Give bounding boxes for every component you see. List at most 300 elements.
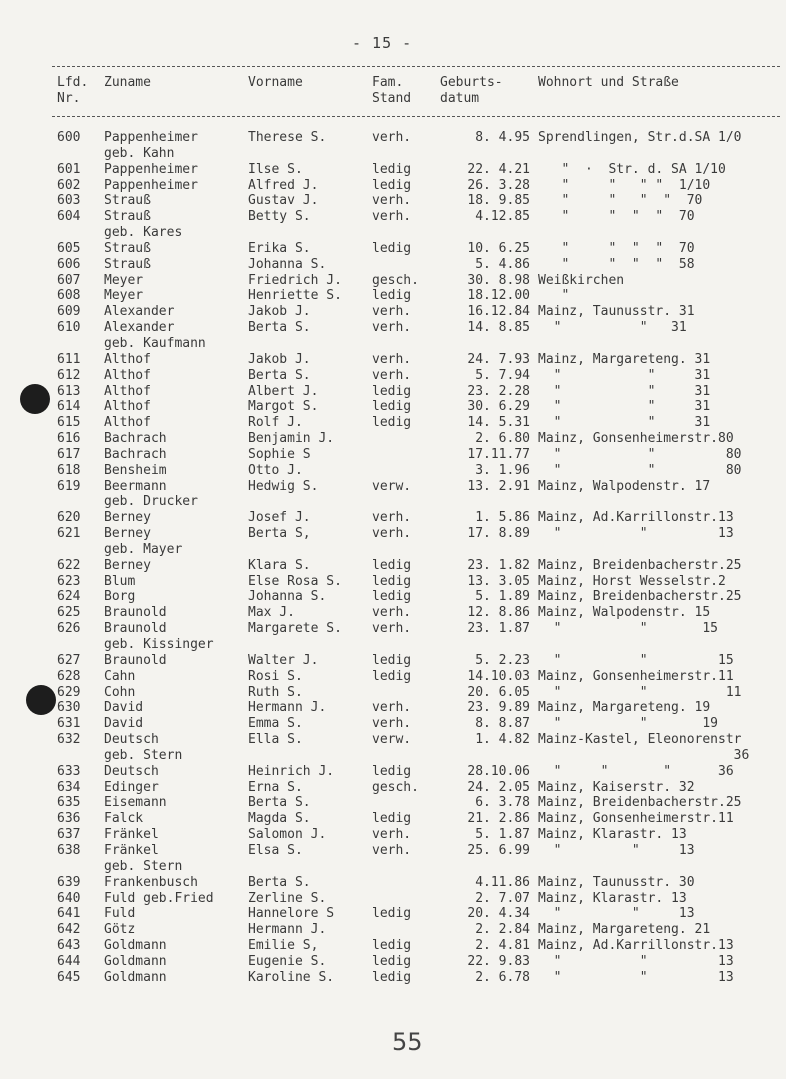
cell-nr: 613 bbox=[57, 383, 81, 399]
cell-nr: 605 bbox=[57, 240, 81, 256]
cell-wohnort: Mainz, Horst Wesselstr.2 bbox=[538, 573, 726, 589]
cell-nr: 601 bbox=[57, 161, 81, 177]
cell-zuname: Fränkel bbox=[104, 827, 159, 843]
cell-wohnort: " " " 36 bbox=[538, 763, 734, 779]
cell-zuname: geb. Kares bbox=[104, 225, 183, 241]
cell-vorname: Rolf J. bbox=[248, 415, 303, 431]
cell-vorname: Margarete S. bbox=[248, 621, 342, 637]
table-row bbox=[0, 700, 786, 716]
cell-wohnort: " " 15 bbox=[538, 652, 734, 668]
cell-geburtsdatum: 3. 1.96 bbox=[475, 462, 530, 478]
table-row bbox=[0, 906, 786, 922]
cell-nr: 644 bbox=[57, 953, 81, 969]
cell-geburtsdatum: 30. 6.29 bbox=[467, 399, 530, 415]
table-row bbox=[0, 510, 786, 526]
cell-zuname: Pappenheimer bbox=[104, 161, 198, 177]
cell-fam-stand: verh. bbox=[372, 700, 412, 716]
cell-vorname: Berta S. bbox=[248, 367, 311, 383]
cell-nr: 643 bbox=[57, 938, 81, 954]
table-row bbox=[0, 241, 786, 257]
cell-nr: 640 bbox=[57, 890, 81, 906]
cell-zuname: Strauß bbox=[104, 193, 151, 209]
cell-zuname: Goldmann bbox=[104, 953, 167, 969]
cell-geburtsdatum: 1. 4.82 bbox=[475, 732, 530, 748]
cell-vorname: Jakob J. bbox=[248, 304, 311, 320]
table-row bbox=[0, 288, 786, 304]
cell-nr: 615 bbox=[57, 415, 81, 431]
cell-wohnort: Sprendlingen, Str.d.SA 1/0 bbox=[538, 130, 742, 145]
cell-zuname: geb. Drucker bbox=[104, 494, 198, 510]
cell-zuname: geb. Stern bbox=[104, 747, 183, 763]
cell-wohnort: " " 31 bbox=[538, 320, 687, 336]
table-row bbox=[0, 542, 786, 558]
cell-wohnort: " " 80 bbox=[538, 462, 742, 478]
cell-wohnort: Mainz, Kaiserstr. 32 bbox=[538, 779, 695, 795]
table-row bbox=[0, 875, 786, 891]
cell-zuname: Cohn bbox=[104, 684, 136, 700]
cell-vorname: Berta S, bbox=[248, 526, 311, 542]
cell-wohnort: Weißkirchen bbox=[538, 272, 625, 288]
cell-geburtsdatum: 2. 6.80 bbox=[475, 431, 530, 447]
table-row bbox=[0, 859, 786, 875]
cell-fam-stand: ledig bbox=[372, 969, 412, 985]
table-row bbox=[0, 431, 786, 447]
cell-wohnort: 36 bbox=[538, 747, 750, 763]
cell-zuname: Eisemann bbox=[104, 795, 167, 811]
cell-vorname: Heinrich J. bbox=[248, 763, 335, 779]
cell-zuname: Braunold bbox=[104, 652, 167, 668]
cell-wohnort: " " " " 58 bbox=[538, 256, 695, 272]
cell-fam-stand: verw. bbox=[372, 478, 412, 494]
cell-wohnort: Mainz, Walpodenstr. 17 bbox=[538, 478, 711, 494]
cell-zuname: geb. Kissinger bbox=[104, 637, 214, 652]
cell-nr: 629 bbox=[57, 684, 81, 700]
cell-geburtsdatum: 20. 4.34 bbox=[467, 906, 530, 922]
cell-vorname: Sophie S bbox=[248, 446, 311, 462]
cell-nr: 627 bbox=[57, 652, 81, 668]
cell-geburtsdatum: 8. 4.95 bbox=[475, 130, 530, 145]
cell-nr: 618 bbox=[57, 462, 81, 478]
cell-vorname: Therese S. bbox=[248, 130, 327, 145]
cell-vorname: Erna S. bbox=[248, 779, 303, 795]
cell-geburtsdatum: 10. 6.25 bbox=[467, 240, 530, 256]
cell-wohnort: Mainz, Margareteng. 19 bbox=[538, 700, 711, 716]
cell-vorname: Alfred J. bbox=[248, 177, 319, 193]
cell-zuname: Goldmann bbox=[104, 938, 167, 954]
cell-vorname: Benjamin J. bbox=[248, 431, 335, 447]
cell-vorname: Walter J. bbox=[248, 652, 319, 668]
cell-zuname: Braunold bbox=[104, 605, 167, 621]
cell-zuname: geb. Stern bbox=[104, 858, 183, 874]
cell-fam-stand: verh. bbox=[372, 367, 412, 383]
table-row bbox=[0, 479, 786, 495]
cell-vorname: Berta S. bbox=[248, 874, 311, 890]
cell-fam-stand: ledig bbox=[372, 383, 412, 399]
table-row bbox=[0, 795, 786, 811]
cell-zuname: Borg bbox=[104, 589, 136, 605]
table-row bbox=[0, 447, 786, 463]
cell-fam-stand: verh. bbox=[372, 304, 412, 320]
cell-fam-stand: gesch. bbox=[372, 779, 419, 795]
cell-vorname: Eugenie S. bbox=[248, 953, 327, 969]
cell-fam-stand: verh. bbox=[372, 209, 412, 225]
table-row bbox=[0, 415, 786, 431]
cell-nr: 619 bbox=[57, 478, 81, 494]
cell-vorname: Hermann J. bbox=[248, 922, 327, 938]
cell-nr: 612 bbox=[57, 367, 81, 383]
table-row bbox=[0, 399, 786, 415]
cell-nr: 637 bbox=[57, 827, 81, 843]
cell-zuname: Berney bbox=[104, 526, 151, 542]
cell-vorname: Hannelore S bbox=[248, 906, 335, 922]
table-row bbox=[0, 193, 786, 209]
cell-geburtsdatum: 25. 6.99 bbox=[467, 842, 530, 858]
cell-zuname: Falck bbox=[104, 811, 144, 827]
cell-fam-stand: ledig bbox=[372, 953, 412, 969]
cell-geburtsdatum: 2. 6.78 bbox=[475, 969, 530, 985]
cell-nr: 636 bbox=[57, 811, 81, 827]
cell-zuname: Bachrach bbox=[104, 446, 167, 462]
cell-fam-stand: ledig bbox=[372, 906, 412, 922]
cell-fam-stand: verh. bbox=[372, 605, 412, 621]
cell-wohnort: " " 19 bbox=[538, 716, 719, 732]
cell-vorname: Rosi S. bbox=[248, 668, 303, 684]
header-vorname: Vorname bbox=[248, 75, 303, 90]
cell-nr: 631 bbox=[57, 716, 81, 732]
cell-zuname: Strauß bbox=[104, 240, 151, 256]
cell-wohnort: Mainz, Taunusstr. 30 bbox=[538, 874, 695, 890]
cell-zuname: Althof bbox=[104, 367, 151, 383]
table-row bbox=[0, 732, 786, 748]
cell-wohnort: Mainz, Ad.Karrillonstr.13 bbox=[538, 938, 734, 954]
cell-fam-stand: ledig bbox=[372, 589, 412, 605]
cell-vorname: Josef J. bbox=[248, 510, 311, 526]
table-row bbox=[0, 621, 786, 637]
cell-vorname: Hermann J. bbox=[248, 700, 327, 716]
cell-geburtsdatum: 21. 2.86 bbox=[467, 811, 530, 827]
cell-geburtsdatum: 2. 7.07 bbox=[475, 890, 530, 906]
cell-fam-stand: ledig bbox=[372, 573, 412, 589]
table-row bbox=[0, 970, 786, 986]
cell-geburtsdatum: 5. 4.86 bbox=[475, 256, 530, 272]
cell-wohnort: Mainz, Gonsenheimerstr.11 bbox=[538, 811, 734, 827]
cell-zuname: Deutsch bbox=[104, 763, 159, 779]
cell-vorname: Gustav J. bbox=[248, 193, 319, 209]
cell-vorname: Ruth S. bbox=[248, 684, 303, 700]
header-rule-bottom bbox=[52, 116, 780, 117]
cell-wohnort: " " 13 bbox=[538, 953, 734, 969]
cell-nr: 616 bbox=[57, 431, 81, 447]
cell-geburtsdatum: 8. 8.87 bbox=[475, 716, 530, 732]
cell-nr: 614 bbox=[57, 399, 81, 415]
cell-vorname: Henriette S. bbox=[248, 288, 342, 304]
cell-zuname: Fuld geb.Fried bbox=[104, 890, 214, 906]
cell-vorname: Max J. bbox=[248, 605, 295, 621]
cell-geburtsdatum: 12. 8.86 bbox=[467, 605, 530, 621]
cell-nr: 617 bbox=[57, 446, 81, 462]
cell-vorname: Johanna S. bbox=[248, 256, 327, 272]
cell-nr: 639 bbox=[57, 874, 81, 890]
cell-zuname: Goldmann bbox=[104, 969, 167, 985]
cell-geburtsdatum: 5. 1.89 bbox=[475, 589, 530, 605]
cell-wohnort: Mainz, Taunusstr. 31 bbox=[538, 304, 695, 320]
cell-vorname: Berta S. bbox=[248, 795, 311, 811]
cell-zuname: Frankenbusch bbox=[104, 874, 198, 890]
cell-geburtsdatum: 16.12.84 bbox=[467, 304, 530, 320]
cell-zuname: Althof bbox=[104, 399, 151, 415]
cell-wohnort: " · Str. d. SA 1/10 bbox=[538, 161, 726, 177]
cell-fam-stand: gesch. bbox=[372, 272, 419, 288]
cell-geburtsdatum: 4.11.86 bbox=[475, 874, 530, 890]
punch-hole bbox=[20, 384, 50, 414]
page-number-bottom: 55 bbox=[392, 1028, 423, 1056]
cell-wohnort: " " 80 bbox=[538, 446, 742, 462]
cell-zuname: Bensheim bbox=[104, 462, 167, 478]
cell-nr: 625 bbox=[57, 605, 81, 621]
table-row bbox=[0, 685, 786, 701]
cell-nr: 638 bbox=[57, 842, 81, 858]
cell-wohnort: " " 31 bbox=[538, 399, 711, 415]
cell-fam-stand: verh. bbox=[372, 351, 412, 367]
cell-vorname: Friedrich J. bbox=[248, 272, 342, 288]
header-geburtsdatum: Geburts- datum bbox=[440, 75, 503, 106]
cell-wohnort: " " " " 1/10 bbox=[538, 177, 711, 193]
cell-nr: 632 bbox=[57, 732, 81, 748]
cell-zuname: Götz bbox=[104, 922, 136, 938]
cell-geburtsdatum: 17. 8.89 bbox=[467, 526, 530, 542]
cell-zuname: Edinger bbox=[104, 779, 159, 795]
cell-nr: 600 bbox=[57, 130, 81, 145]
table-row bbox=[0, 304, 786, 320]
table-row bbox=[0, 574, 786, 590]
cell-wohnort: Mainz, Breidenbacherstr.25 bbox=[538, 795, 742, 811]
cell-geburtsdatum: 5. 2.23 bbox=[475, 652, 530, 668]
table-row bbox=[0, 368, 786, 384]
table-row bbox=[0, 162, 786, 178]
cell-geburtsdatum: 23. 9.89 bbox=[467, 700, 530, 716]
cell-geburtsdatum: 4.12.85 bbox=[475, 209, 530, 225]
cell-zuname: Deutsch bbox=[104, 732, 159, 748]
cell-vorname: Jakob J. bbox=[248, 351, 311, 367]
cell-zuname: Cahn bbox=[104, 668, 136, 684]
table-row bbox=[0, 494, 786, 510]
cell-nr: 609 bbox=[57, 304, 81, 320]
table-row bbox=[0, 653, 786, 669]
cell-geburtsdatum: 18.12.00 bbox=[467, 288, 530, 304]
cell-wohnort: Mainz, Ad.Karrillonstr.13 bbox=[538, 510, 734, 526]
cell-zuname: geb. Mayer bbox=[104, 541, 183, 557]
cell-vorname: Ella S. bbox=[248, 732, 303, 748]
table-row bbox=[0, 336, 786, 352]
table-row bbox=[0, 637, 786, 653]
cell-fam-stand: ledig bbox=[372, 161, 412, 177]
cell-fam-stand: ledig bbox=[372, 938, 412, 954]
punch-hole bbox=[26, 685, 56, 715]
table-row bbox=[0, 178, 786, 194]
table-row bbox=[0, 526, 786, 542]
cell-fam-stand: ledig bbox=[372, 668, 412, 684]
cell-nr: 603 bbox=[57, 193, 81, 209]
page-number-top: - 15 - bbox=[352, 34, 413, 52]
table-row bbox=[0, 891, 786, 907]
cell-zuname: Bachrach bbox=[104, 431, 167, 447]
cell-zuname: geb. Kaufmann bbox=[104, 335, 206, 351]
table-row bbox=[0, 130, 786, 146]
cell-zuname: Strauß bbox=[104, 209, 151, 225]
cell-geburtsdatum: 14. 8.85 bbox=[467, 320, 530, 336]
cell-wohnort: " " 11 bbox=[538, 684, 742, 700]
cell-fam-stand: ledig bbox=[372, 177, 412, 193]
cell-vorname: Hedwig S. bbox=[248, 478, 319, 494]
cell-geburtsdatum: 24. 2.05 bbox=[467, 779, 530, 795]
cell-fam-stand: ledig bbox=[372, 240, 412, 256]
cell-fam-stand: verw. bbox=[372, 732, 412, 748]
cell-nr: 626 bbox=[57, 621, 81, 637]
cell-wohnort: Mainz, Walpodenstr. 15 bbox=[538, 605, 711, 621]
table-row bbox=[0, 384, 786, 400]
cell-vorname: Zerline S. bbox=[248, 890, 327, 906]
cell-nr: 621 bbox=[57, 526, 81, 542]
cell-zuname: Althof bbox=[104, 351, 151, 367]
cell-wohnort: " " 13 bbox=[538, 526, 734, 542]
cell-zuname: Alexander bbox=[104, 320, 175, 336]
cell-geburtsdatum: 24. 7.93 bbox=[467, 351, 530, 367]
cell-geburtsdatum: 22. 9.83 bbox=[467, 953, 530, 969]
table-row bbox=[0, 716, 786, 732]
cell-zuname: geb. Kahn bbox=[104, 145, 175, 161]
header-rule-top bbox=[52, 66, 780, 67]
table-row bbox=[0, 225, 786, 241]
cell-geburtsdatum: 26. 3.28 bbox=[467, 177, 530, 193]
cell-wohnort: Mainz-Kastel, Eleonorenstr bbox=[538, 732, 742, 748]
cell-wohnort: Mainz, Klarastr. 13 bbox=[538, 890, 687, 906]
cell-vorname: Margot S. bbox=[248, 399, 319, 415]
cell-vorname: Klara S. bbox=[248, 557, 311, 573]
cell-geburtsdatum: 23. 1.87 bbox=[467, 621, 530, 637]
cell-geburtsdatum: 5. 1.87 bbox=[475, 827, 530, 843]
cell-wohnort: " bbox=[538, 288, 570, 304]
cell-zuname: Beermann bbox=[104, 478, 167, 494]
cell-fam-stand: ledig bbox=[372, 652, 412, 668]
cell-fam-stand: verh. bbox=[372, 621, 412, 637]
cell-zuname: Berney bbox=[104, 557, 151, 573]
cell-zuname: Althof bbox=[104, 415, 151, 431]
cell-nr: 624 bbox=[57, 589, 81, 605]
cell-geburtsdatum: 6. 3.78 bbox=[475, 795, 530, 811]
header-lfd-nr: Lfd. Nr. bbox=[57, 75, 89, 106]
register-table bbox=[0, 130, 786, 986]
cell-nr: 608 bbox=[57, 288, 81, 304]
cell-nr: 635 bbox=[57, 795, 81, 811]
cell-fam-stand: ledig bbox=[372, 763, 412, 779]
cell-zuname: Pappenheimer bbox=[104, 177, 198, 193]
cell-wohnort: Mainz, Breidenbacherstr.25 bbox=[538, 589, 742, 605]
cell-wohnort: Mainz, Gonsenheimerstr.80 bbox=[538, 431, 734, 447]
cell-nr: 611 bbox=[57, 351, 81, 367]
cell-fam-stand: verh. bbox=[372, 320, 412, 336]
cell-nr: 607 bbox=[57, 272, 81, 288]
cell-zuname: Strauß bbox=[104, 256, 151, 272]
cell-zuname: Meyer bbox=[104, 288, 144, 304]
cell-vorname: Erika S. bbox=[248, 240, 311, 256]
cell-wohnort: Mainz, Margareteng. 31 bbox=[538, 351, 711, 367]
cell-geburtsdatum: 2. 4.81 bbox=[475, 938, 530, 954]
cell-wohnort: " " 13 bbox=[538, 969, 734, 985]
cell-vorname: Magda S. bbox=[248, 811, 311, 827]
cell-fam-stand: verh. bbox=[372, 716, 412, 732]
table-row bbox=[0, 558, 786, 574]
table-row bbox=[0, 764, 786, 780]
table-row bbox=[0, 209, 786, 225]
cell-nr: 602 bbox=[57, 177, 81, 193]
cell-geburtsdatum: 23. 2.28 bbox=[467, 383, 530, 399]
cell-nr: 630 bbox=[57, 700, 81, 716]
table-row bbox=[0, 748, 786, 764]
cell-vorname: Karoline S. bbox=[248, 969, 335, 985]
cell-wohnort: " " " " 70 bbox=[538, 240, 695, 256]
cell-vorname: Johanna S. bbox=[248, 589, 327, 605]
cell-nr: 610 bbox=[57, 320, 81, 336]
cell-vorname: Berta S. bbox=[248, 320, 311, 336]
cell-geburtsdatum: 13. 3.05 bbox=[467, 573, 530, 589]
cell-geburtsdatum: 28.10.06 bbox=[467, 763, 530, 779]
cell-nr: 633 bbox=[57, 763, 81, 779]
cell-wohnort: " " 31 bbox=[538, 415, 711, 431]
cell-wohnort: " " 13 bbox=[538, 906, 695, 922]
cell-nr: 628 bbox=[57, 668, 81, 684]
header-zuname: Zuname bbox=[104, 75, 151, 90]
cell-zuname: Berney bbox=[104, 510, 151, 526]
cell-fam-stand: verh. bbox=[372, 526, 412, 542]
table-row bbox=[0, 589, 786, 605]
cell-vorname: Betty S. bbox=[248, 209, 311, 225]
cell-geburtsdatum: 30. 8.98 bbox=[467, 272, 530, 288]
cell-wohnort: Mainz, Gonsenheimerstr.11 bbox=[538, 668, 734, 684]
cell-zuname: Fuld bbox=[104, 906, 136, 922]
cell-fam-stand: ledig bbox=[372, 811, 412, 827]
cell-nr: 642 bbox=[57, 922, 81, 938]
cell-geburtsdatum: 5. 7.94 bbox=[475, 367, 530, 383]
cell-fam-stand: verh. bbox=[372, 510, 412, 526]
cell-wohnort: " " 31 bbox=[538, 383, 711, 399]
cell-nr: 623 bbox=[57, 573, 81, 589]
cell-nr: 634 bbox=[57, 779, 81, 795]
cell-wohnort: " " " " 70 bbox=[538, 193, 703, 209]
cell-vorname: Ilse S. bbox=[248, 161, 303, 177]
cell-fam-stand: ledig bbox=[372, 415, 412, 431]
table-row bbox=[0, 938, 786, 954]
cell-vorname: Albert J. bbox=[248, 383, 319, 399]
cell-geburtsdatum: 1. 5.86 bbox=[475, 510, 530, 526]
table-row bbox=[0, 146, 786, 162]
cell-wohnort: " " 15 bbox=[538, 621, 719, 637]
cell-zuname: Alexander bbox=[104, 304, 175, 320]
header-fam-stand: Fam. Stand bbox=[372, 75, 412, 106]
cell-nr: 622 bbox=[57, 557, 81, 573]
cell-wohnort: " " 31 bbox=[538, 367, 711, 383]
cell-wohnort: Mainz, Klarastr. 13 bbox=[538, 827, 687, 843]
cell-wohnort: Mainz, Breidenbacherstr.25 bbox=[538, 557, 742, 573]
table-row bbox=[0, 780, 786, 796]
cell-wohnort: " " " " 70 bbox=[538, 209, 695, 225]
cell-vorname: Salomon J. bbox=[248, 827, 327, 843]
table-row bbox=[0, 827, 786, 843]
table-row bbox=[0, 257, 786, 273]
table-row bbox=[0, 669, 786, 685]
cell-vorname: Otto J. bbox=[248, 462, 303, 478]
cell-fam-stand: ledig bbox=[372, 288, 412, 304]
table-row bbox=[0, 843, 786, 859]
